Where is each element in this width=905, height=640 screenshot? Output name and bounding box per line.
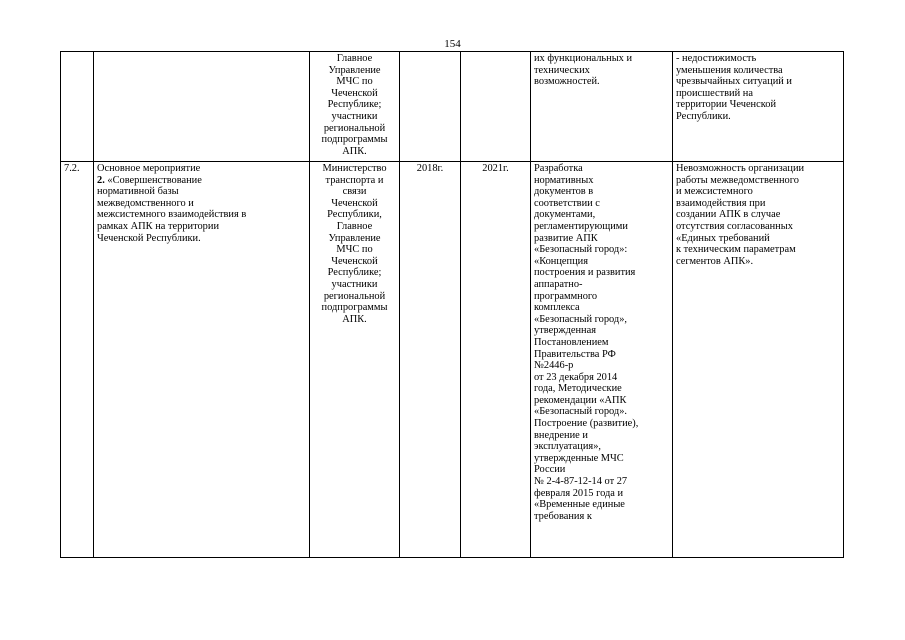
cell-event — [94, 52, 310, 162]
cell-event — [94, 162, 310, 558]
cell-start-year — [400, 52, 461, 162]
page-number: 154 — [444, 38, 461, 50]
cell-start-year: 2018г. — [400, 162, 461, 558]
cell-consequences: Невозможность организации работы межведомственного и межсистемного взаимодействия при создании АПК в случае отсутствия согласованных «Единых требований к техническим параметрам сегментов АПК». — [673, 162, 844, 558]
cell-executor: Главное Управление МЧС по Чеченской Республике; участники региональной подпрограммы АПК. — [310, 52, 400, 162]
cell-number: 7.2. — [61, 162, 94, 558]
cell-executor: Министерство транспорта и связи Чеченской Республики, Главное Управление МЧС по Чеченской Республике; участники региональной подпрограммы АПК. — [310, 162, 400, 558]
cell-end-year — [461, 52, 531, 162]
event-text: «Совершенствование нормативной базы межведомственного и межсистемного взаимодействия в рамках АПК на территории Чеченской Республики. — [97, 174, 247, 244]
cell-number — [61, 52, 94, 162]
event-line1: Основное мероприятие — [97, 163, 201, 174]
event-number: 2. — [97, 174, 105, 186]
table-row — [61, 52, 844, 162]
cell-consequences: - недостижимость уменьшения количества чрезвычайных ситуаций и происшествий на территории Чеченской Республики. — [673, 52, 844, 162]
table-row — [61, 162, 844, 558]
cell-end-year: 2021г. — [461, 162, 531, 558]
cell-expected-result: Разработка нормативных документов в соответствии с документами, регламентирующими развитие АПК «Безопасный город»: «Концепция построения и развития аппаратно- программного комплекса «Безопасный город», утвержденная Постановлением Правительства РФ №2446-р от 23 декабря 2014 года, Методические рекомендации «АПК «Безопасный город». Построение (развитие), внедрение и эксплуатация», утвержденные МЧС России № 2-4-87-12-14 от 27 февраля 2015 года и «Временные единые требования к — [531, 162, 673, 558]
cell-expected-result: их функциональных и технических возможностей. — [531, 52, 673, 162]
measures-table — [60, 51, 844, 558]
